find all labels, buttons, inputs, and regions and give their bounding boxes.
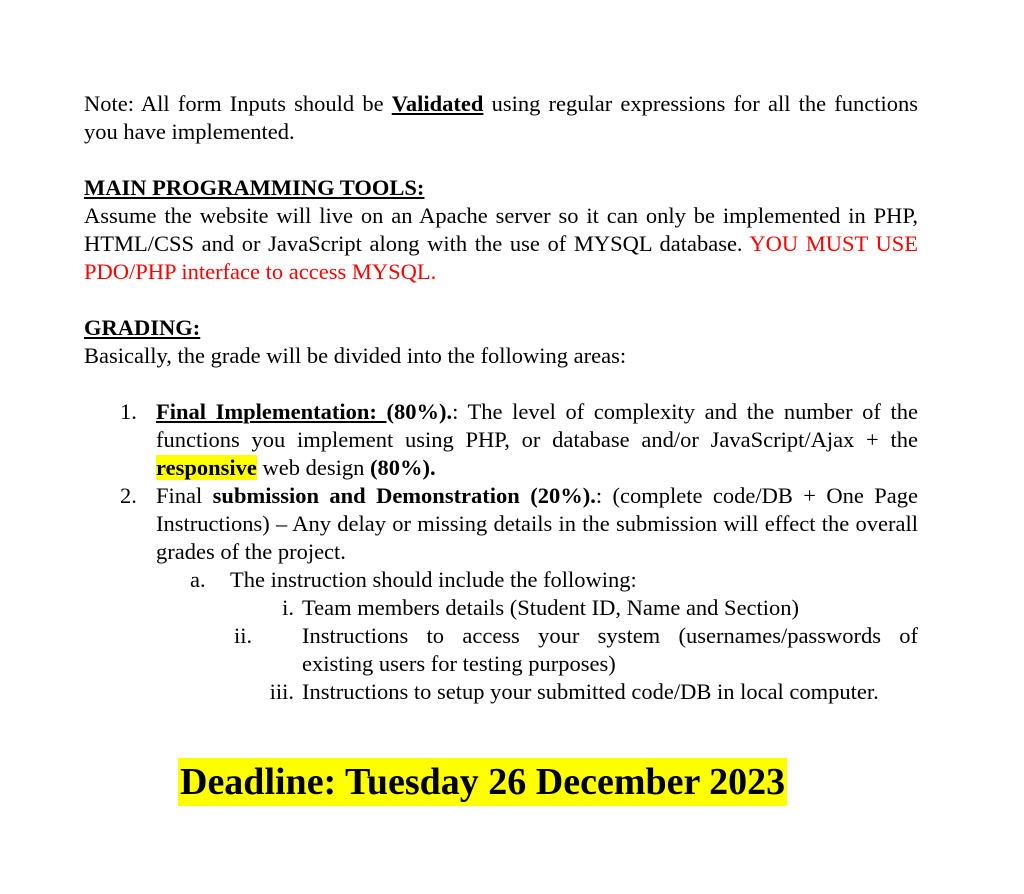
sub-item-text: Instructions to setup your submitted code/DB in local computer. [302,679,879,704]
note-keyword: Validated [391,91,484,116]
deadline-banner: Deadline: Tuesday 26 December 2023 [178,758,787,806]
sub-item-iii [84,678,918,706]
item-text: : The level of complexity and the number of the functions you implement using PHP, or database and/or JavaScript/Ajax + the [156,399,918,452]
list-roman: ii. [234,623,253,648]
tools-text: Assume the website will live on an Apache server so it can only be implemented in PHP, HTML/CSS and or JavaScript along with the use of MYSQL database. [84,203,918,256]
item-title: submission and Demonstration (20%). [212,483,596,508]
note-suffix: using regular expressions for all the functions you have implemented. [84,91,919,144]
sub-item-i [84,594,918,622]
list-number: 1. [120,399,137,424]
sub-item-text: The instruction should include the following: [230,567,637,592]
list-roman: iii. [269,679,294,704]
tools-section [84,174,918,286]
item-title: Final Implementation: [156,399,387,424]
note-paragraph [84,90,918,146]
note-prefix: Note: All form Inputs should be [84,91,392,116]
grading-intro: Basically, the grade will be divided into the following areas: [84,343,627,368]
item-text: web design [256,455,370,480]
highlight-responsive: responsive [156,455,257,480]
sub-item-text: Team members details (Student ID, Name and Section) [302,595,800,620]
list-roman: i. [282,595,294,620]
sub-item-text: Instructions to access your system (usernames/passwords of existing users for testing purposes) [302,623,918,676]
grading-list [84,398,918,706]
item-title-pct: (80%). [386,399,453,424]
grading-section [84,314,918,706]
grading-item-submission [84,482,918,566]
grading-heading: GRADING: [84,315,201,340]
tools-paragraph [84,202,918,286]
tools-red-text: YOU MUST USE PDO/PHP interface to access MYSQL. [84,231,918,284]
tools-heading: MAIN PROGRAMMING TOOLS: [84,175,425,200]
grading-item-implementation [84,398,918,482]
item-pct: (80%). [369,455,436,480]
item-text: : (complete code/DB + One Page Instructions) – Any delay or missing details in the submission will effect the overall grades of the project. [156,483,918,564]
list-number: 2. [120,483,137,508]
sub-item-ii [84,622,918,678]
document-body [84,90,918,706]
item-lead: Final [156,483,213,508]
sub-item-a [84,566,918,594]
list-letter: a. [190,567,206,592]
